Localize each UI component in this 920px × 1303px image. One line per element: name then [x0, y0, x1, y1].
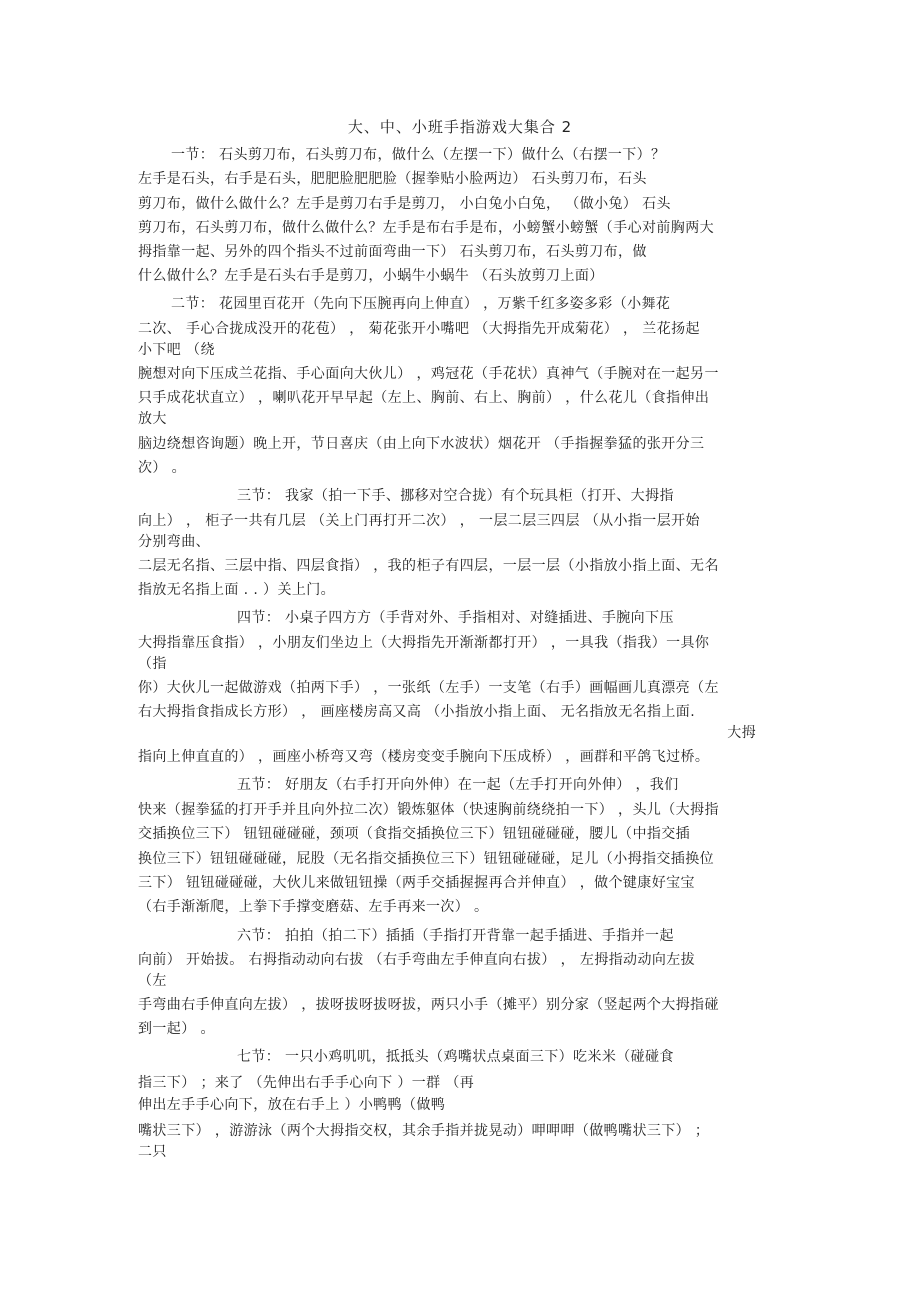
text-line: 快来（握拳猛的打开手并且向外拉二次）锻炼躯体（快速胸前绕绕拍一下） ，头儿（大拇指	[138, 802, 719, 818]
text-line: 什么做什么？左手是石头右手是剪刀，小蜗牛小蜗牛 （石头放剪刀上面）	[138, 268, 604, 284]
text-line: 到一起） 。	[138, 1021, 215, 1037]
text-line: 右大拇指食指成长方形） ， 画座楼房高又高 （小指放小指上面、 无名指放无名指上面.	[138, 704, 696, 720]
text-line: 二次、 手心合拢成没开的花苞） ， 菊花张开小嘴吧 （大拇指先开成菊花） ， 兰花扬起	[138, 321, 700, 337]
text-line: 伸出左手手心向下，放在右手上 ）小鸭鸭（做鸭	[138, 1097, 446, 1113]
text-line: 向上） ， 柜子一共有几层 （关上门再打开二次） ， 一层二层三四层 （从小指一层开始	[138, 513, 700, 529]
text-line: 大拇指靠压食指） ，小朋友们坐边上（大拇指先开渐渐都打开） ，一具我（指我）一具你	[138, 635, 710, 651]
text-line: 换位三下）钮钮碰碰碰，屁股（无名指交插换位三下）钮钮碰碰碰，足儿（小拇指交插换位	[138, 851, 714, 867]
text-line: 指向上伸直直的） ，画座小桥弯又弯（楼房变变手腕向下压成桥） ，画群和平鸽飞过桥。	[138, 749, 710, 765]
text-line: 三下） 钮钮碰碰碰，大伙儿来做钮钮操（两手交插握握再合并伸直） ，做个键康好宝宝	[138, 875, 695, 891]
text-line: 交插换位三下） 钮钮碰碰碰，颈项（食指交插换位三下）钮钮碰碰碰，腰儿（中指交插	[138, 826, 691, 842]
document-title: 大、中、小班手指游戏大集合 2	[347, 118, 573, 136]
text-line: 次） 。	[138, 460, 187, 476]
text-line: （左	[138, 973, 167, 989]
text-line: 七节： 一只小鸡叽叽，抵抵头（鸡嘴状点桌面三下）吃米米（碰碰食	[237, 1049, 674, 1065]
text-line: 左手是石头，右手是石头，肥肥脸肥肥脸（握拳贴小脸两边） 石头剪刀布，石头	[138, 171, 647, 187]
text-line: 你）大伙儿一起做游戏（拍两下手） ，一张纸（左手）一支笔（右手）画幅画儿真漂亮（左	[138, 680, 719, 696]
text-line: （右手渐渐爬，上拳下手撑变磨菇、左手再来一次） 。	[138, 899, 489, 915]
text-line: 六节： 拍拍（拍二下）插插（手指打开背靠一起手插进、手指并一起	[237, 928, 674, 944]
text-line: 二节： 花园里百花开（先向下压腕再向上伸直） ，万紫千红多姿多彩（小舞花	[171, 296, 671, 312]
text-line: 二层无名指、三层中指、四层食指） ，我的柜子有四层，一层一层（小指放小指上面、无名	[138, 558, 719, 574]
text-line: 五节： 好朋友（右手打开向外伸）在一起（左手打开向外伸） ，我们	[237, 777, 679, 793]
text-line: 向前） 开始拔。 右拇指动动向右拔 （右手弯曲左手伸直向右拔） ， 左拇指动动向左拔	[138, 952, 696, 968]
text-line: 腕想对向下压成兰花指、手心面向大伙儿） ，鸡冠花（手花状）真神气（手腕对在一起另一	[138, 366, 719, 382]
text-line: 剪刀布，石头剪刀布，做什么做什么？左手是布右手是布，小螃蟹小螃蟹（手心对前胸两大	[138, 220, 714, 236]
text-line: 小下吧 （绕	[138, 342, 215, 358]
text-line: 脑边绕想咨询题）晚上开，节日喜庆（由上向下水波状）烟花开 （手指握拳猛的张开分三	[138, 436, 705, 452]
text-line: 大拇	[727, 725, 756, 741]
text-line: 二只	[138, 1144, 167, 1160]
text-line: （指	[138, 656, 167, 672]
text-line: 指三下） ；来了 （先伸出右手手心向下 ）一群 （再	[138, 1075, 475, 1091]
text-line: 一节： 石头剪刀布，石头剪刀布，做什么（左摆一下）做什么（右摆一下）？	[171, 147, 666, 163]
text-line: 三节： 我家（拍一下手、挪移对空合拢）有个玩具柜（打开、大拇指	[237, 488, 674, 504]
text-line: 嘴状三下） ，游游泳（两个大拇指交权，其余手指并拢晃动）呷呷呷（做鸭嘴状三下） ；	[138, 1123, 710, 1139]
text-line: 手弯曲右手伸直向左拔） ，拔呀拔呀拔呀拔，两只小手（摊平）别分家（竖起两个大拇指碰	[138, 997, 719, 1013]
text-line: 只手成花状直立） ，喇叭花开早早起（左上、胸前、右上、胸前） ，什么花儿（食指伸出	[138, 390, 710, 406]
text-line: 四节： 小桌子四方方（手背对外、手指相对、对缝插进、手腕向下压	[237, 610, 674, 626]
text-line: 分别弯曲、	[138, 534, 210, 550]
text-line: 指放无名指上面 . . ）关上门。	[138, 582, 336, 598]
text-line: 放大	[138, 411, 167, 427]
text-line: 拇指靠一起、另外的四个指头不过前面弯曲一下） 石头剪刀布，石头剪刀布，做	[138, 244, 647, 260]
text-line: 剪刀布，做什么做什么？左手是剪刀右手是剪刀， 小白兔小白兔， （做小兔） 石头	[138, 196, 671, 212]
